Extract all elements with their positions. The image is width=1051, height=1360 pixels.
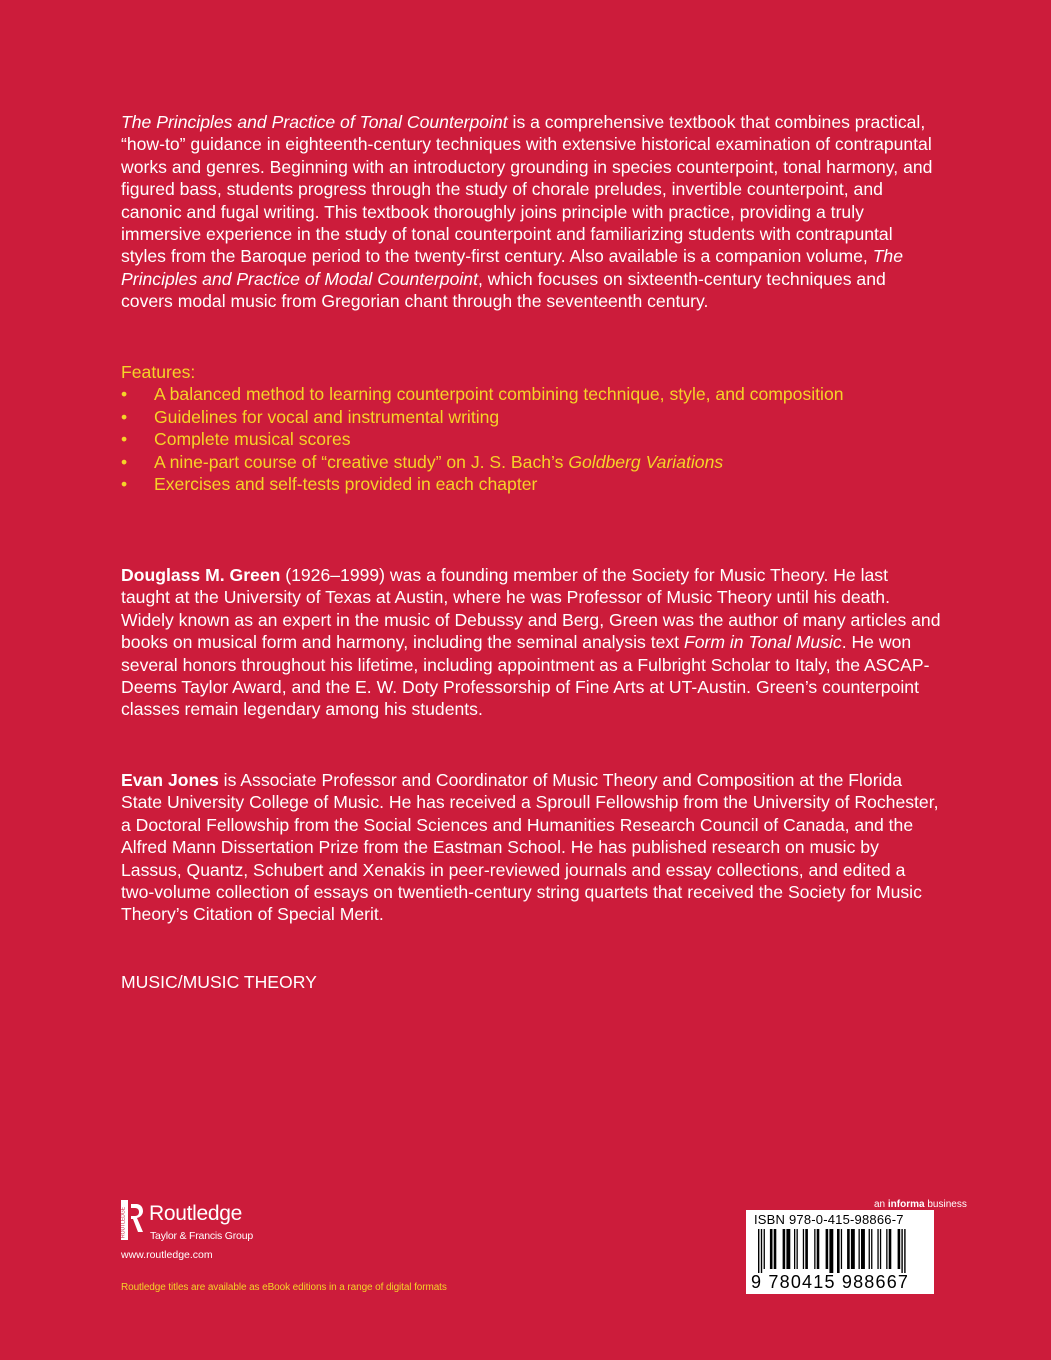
bio-jones-text: is Associate Professor and Coordinator of Music Theory and Composition at the Florida State University College of Music. He has received a Sproull Fellowship from the University of Rochester, a Doctoral Fellowship from the Social Sciences and Humanities Research Council of Canada, and the Alfred Mann Dissertation Prize from the Eastman School. He has published research on music by Lassus, Quantz, Schubert and Xenakis in peer-reviewed journals and essay collections, and edited a two-volume collection of essays on twentieth-century string quartets that received the Society for Music Theory’s Citation of Special Merit. (121, 770, 939, 925)
author-name-jones: Evan Jones (121, 770, 219, 790)
features-list (121, 383, 941, 495)
barcode-bar (869, 1229, 870, 1269)
barcode-bar (847, 1229, 850, 1269)
book-title: The Principles and Practice of Tonal Counterpoint (121, 112, 508, 132)
barcode-bar (805, 1229, 808, 1269)
form-in-tonal-music-title: Form in Tonal Music (683, 632, 842, 653)
feature-item: • A balanced method to learning counterpoint combining technique, style, and composition (121, 383, 941, 405)
barcode-bar (803, 1229, 804, 1269)
features-heading: Features: (121, 362, 196, 382)
feature-item: • Exercises and self-tests provided in each chapter (121, 473, 941, 495)
isbn-barcode (746, 1210, 934, 1294)
barcode-bars (750, 1229, 930, 1273)
barcode-bar (814, 1229, 815, 1269)
feature-item-4-text: A nine-part course of “creative study” on J. S. Bach’s (154, 451, 569, 472)
features-section (121, 361, 941, 495)
routledge-mark-icon (121, 1200, 144, 1240)
companion-title: The Principles and Practice of Modal Counterpoint (121, 246, 904, 289)
description-text-2: , which focuses on sixteenth-century techniques and covers modal music from Gregorian chant through the seventeenth century. (121, 268, 886, 312)
barcode-bar (764, 1229, 765, 1269)
feature-item: • Complete musical scores (121, 428, 941, 450)
barcode-bar (841, 1229, 842, 1269)
barcode-digits: 9 780415 988667 (751, 1272, 910, 1292)
barcode-bar (877, 1229, 878, 1269)
barcode-bar (898, 1229, 901, 1269)
barcode-bar (851, 1229, 855, 1269)
barcode-bar (901, 1229, 902, 1273)
routledge-logo (121, 1200, 321, 1270)
subject-category: MUSIC/MUSIC THEORY (121, 972, 317, 992)
bio-green-text-1: (1926–1999) was a founding member of the Society for Music Theory. He last taught at the University of Texas at Austin, where he was Professor of Music Theory until his death. Widely known as an expert in the music of Debussy and Berg, Green was the author of many articles and books on musical form and harmony, including the seminal analysis text (121, 565, 941, 653)
author-bio-jones (121, 769, 941, 926)
barcode-bar (761, 1229, 762, 1273)
barcode-bar (871, 1229, 872, 1269)
barcode-bar (826, 1229, 829, 1269)
barcode-bar (786, 1229, 790, 1269)
isbn-label: ISBN 978-0-415-98866-7 (754, 1212, 904, 1227)
barcode-bar (794, 1229, 795, 1269)
description-paragraph (121, 111, 941, 313)
bio-green-text-2: . He won several honors throughout his lifetime, including appointment as a Fulbright Scholar to Italy, the ASCAP-Deems Taylor Award, and the E. W. Doty Professorship of Fine Arts at UT-Austin. Green’s counterpoint classes remain legendary among his students. (121, 632, 930, 720)
publisher-url[interactable]: www.routledge.com (121, 1249, 213, 1261)
barcode-bar (889, 1229, 892, 1269)
feature-item (121, 451, 941, 473)
barcode-bar (758, 1229, 759, 1273)
author-bio-green (121, 564, 941, 721)
barcode-bar (770, 1229, 773, 1269)
barcode-bar (837, 1229, 840, 1273)
author-name-green: Douglass M. Green (121, 565, 281, 585)
barcode-bar (774, 1229, 777, 1269)
feature-item: • Guidelines for vocal and instrumental writing (121, 406, 941, 428)
barcode-bar (904, 1229, 905, 1273)
description-text-1: is a comprehensive textbook that combines practical, “how-to” guidance in eighteenth-century techniques with extensive historical examination of contrapuntal works and genres. Beginning with an introductory grounding in species counterpoint, tonal harmony, and figured bass, students progress through the study of chorale preludes, invertible counterpoint, and canonic and fugal writing. This textbook thoroughly joins principle with practice, providing a truly immersive experience in the study of tonal counterpoint and familiarizing students with contrapuntal styles from the Baroque period to the twenty-first century. Also available is a companion volume, (121, 112, 933, 267)
barcode-bar (783, 1229, 786, 1269)
routledge-vertical-text: ROUTLEDGE (121, 1206, 127, 1238)
barcode-bar (817, 1229, 820, 1269)
informa-tagline: an informa business (874, 1199, 967, 1210)
barcode-bar (797, 1229, 798, 1269)
barcode-bar (859, 1229, 860, 1269)
goldberg-title: Goldberg Variations (568, 451, 724, 472)
barcode-bar (861, 1229, 865, 1269)
barcode-bar (829, 1229, 833, 1273)
publisher-group: Taylor & Francis Group (150, 1230, 253, 1242)
ebook-note: Routledge titles are available as eBook editions in a range of digital formats (121, 1282, 447, 1293)
barcode-bar (880, 1229, 881, 1269)
publisher-name: Routledge (149, 1202, 243, 1225)
barcode-bar (886, 1229, 887, 1269)
